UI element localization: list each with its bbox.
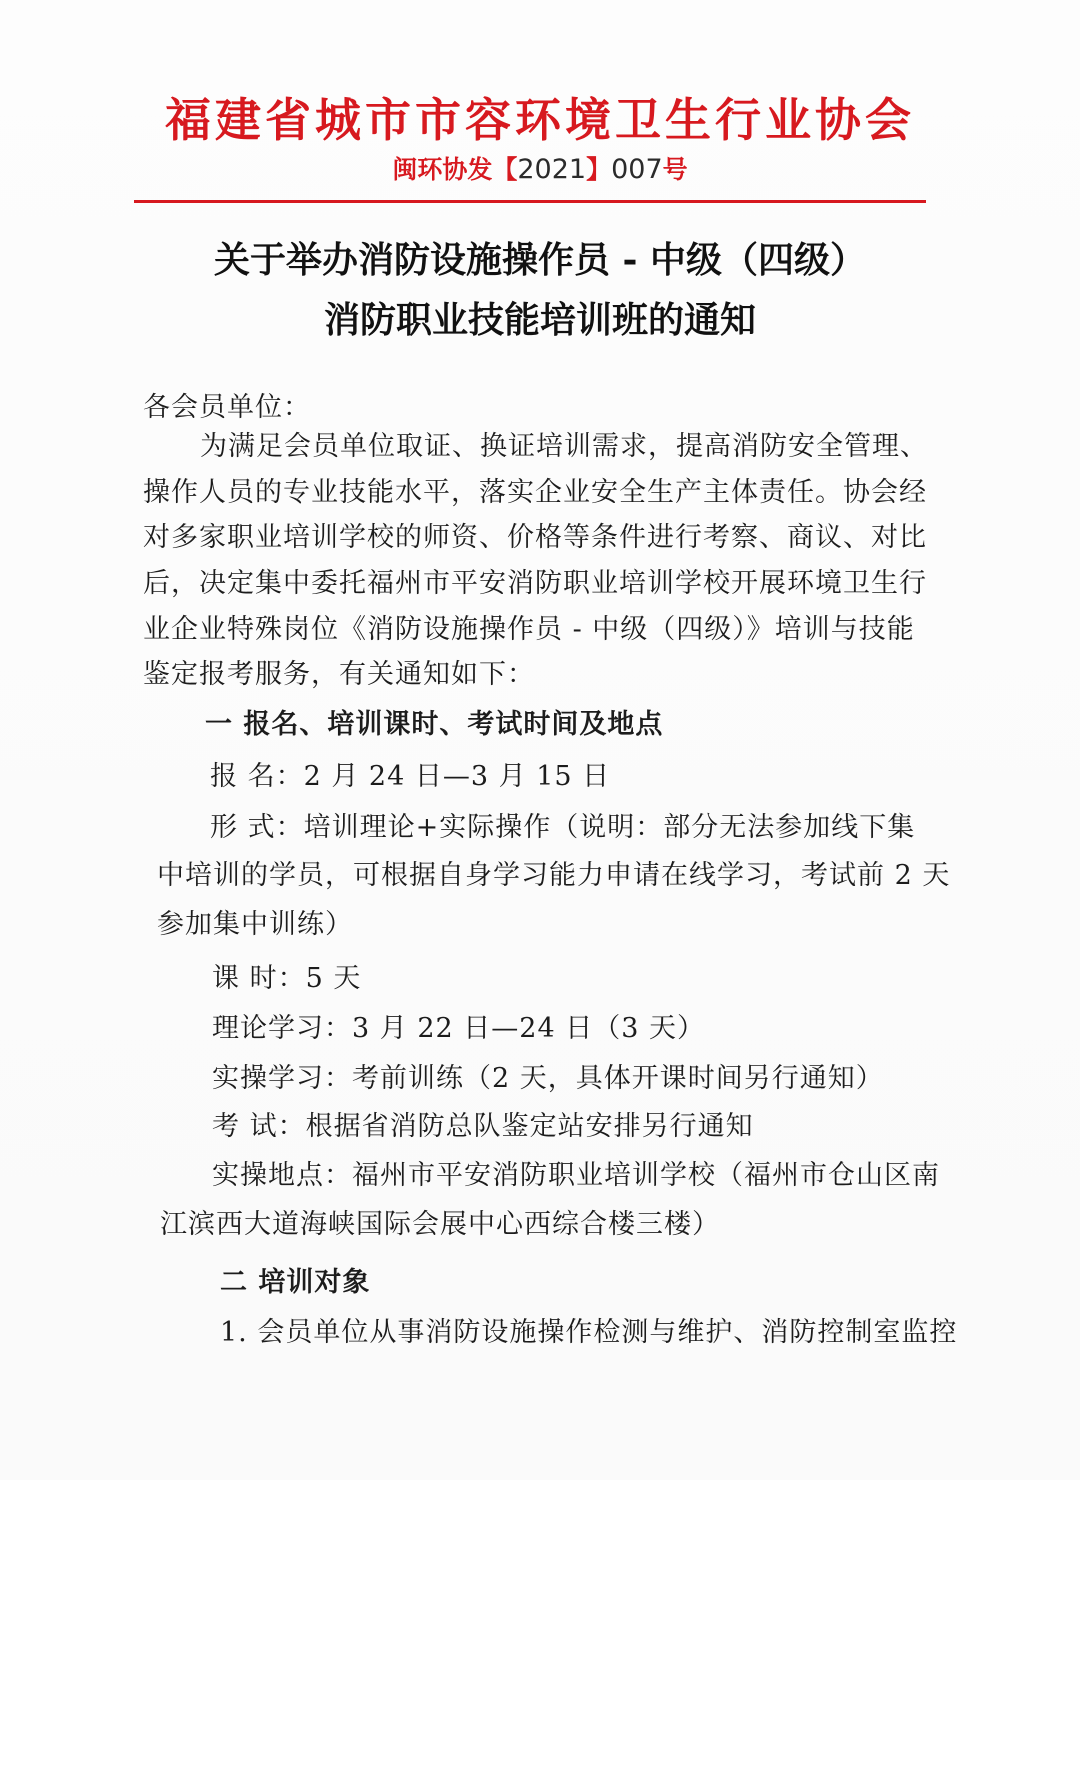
course-hours: 课 时：5 天 bbox=[212, 963, 362, 994]
exam-info: 考 试：根据省消防总队鉴定站安排另行通知 bbox=[212, 1111, 754, 1142]
intro-line: 业企业特殊岗位《消防设施操作员 - 中级（四级）》培训与技能 bbox=[143, 614, 915, 645]
doc-suffix: 号 bbox=[662, 155, 688, 184]
intro-line: 后，决定集中委托福州市平安消防职业培训学校开展环境卫生行 bbox=[143, 568, 927, 599]
location-line: 实操地点：福州市平安消防职业培训学校（福州市仓山区南 bbox=[212, 1160, 940, 1191]
form-line: 中培训的学员，可根据自身学习能力申请在线学习，考试前 2 天 bbox=[157, 860, 951, 891]
form-line: 参加集中训练） bbox=[157, 909, 353, 940]
doc-year: 2021 bbox=[517, 154, 587, 185]
intro-line: 对多家职业培训学校的师资、价格等条件进行考察、商议、对比 bbox=[143, 522, 927, 553]
doc-num: 007 bbox=[611, 154, 663, 185]
intro-line: 为满足会员单位取证、换证培训需求，提高消防安全管理、 bbox=[200, 431, 928, 462]
salutation: 各会员单位： bbox=[143, 392, 311, 423]
form-line: 形 式：培训理论+实际操作（说明：部分无法参加线下集 bbox=[210, 812, 916, 843]
location-line: 江滨西大道海峡国际会展中心西综合楼三楼） bbox=[160, 1209, 720, 1240]
signup-period: 报 名：2 月 24 日—3 月 15 日 bbox=[210, 761, 611, 792]
section-2-heading: 二 培训对象 bbox=[220, 1267, 371, 1298]
training-target-item-1: 1. 会员单位从事消防设施操作检测与维护、消防控制室监控 bbox=[220, 1317, 958, 1348]
section-1-heading: 一 报名、培训课时、考试时间及地点 bbox=[205, 709, 664, 740]
theory-study: 理论学习：3 月 22 日—24 日（3 天） bbox=[212, 1013, 705, 1044]
document-number bbox=[340, 150, 740, 186]
organization-name: 福建省城市市容环境卫生行业协会 bbox=[165, 93, 915, 147]
red-divider bbox=[134, 200, 926, 203]
title-line-2: 消防职业技能培训班的通知 bbox=[323, 299, 756, 341]
title-line-1: 关于举办消防设施操作员 - 中级（四级） bbox=[213, 239, 866, 281]
doc-prefix: 闽环协发【 bbox=[392, 155, 518, 184]
practical-study: 实操学习：考前训练（2 天，具体开课时间另行通知） bbox=[212, 1063, 884, 1094]
intro-line: 鉴定报考服务，有关通知如下： bbox=[143, 659, 535, 690]
doc-bracket-close: 】 bbox=[586, 155, 612, 184]
intro-line: 操作人员的专业技能水平，落实企业安全生产主体责任。协会经 bbox=[143, 477, 927, 508]
